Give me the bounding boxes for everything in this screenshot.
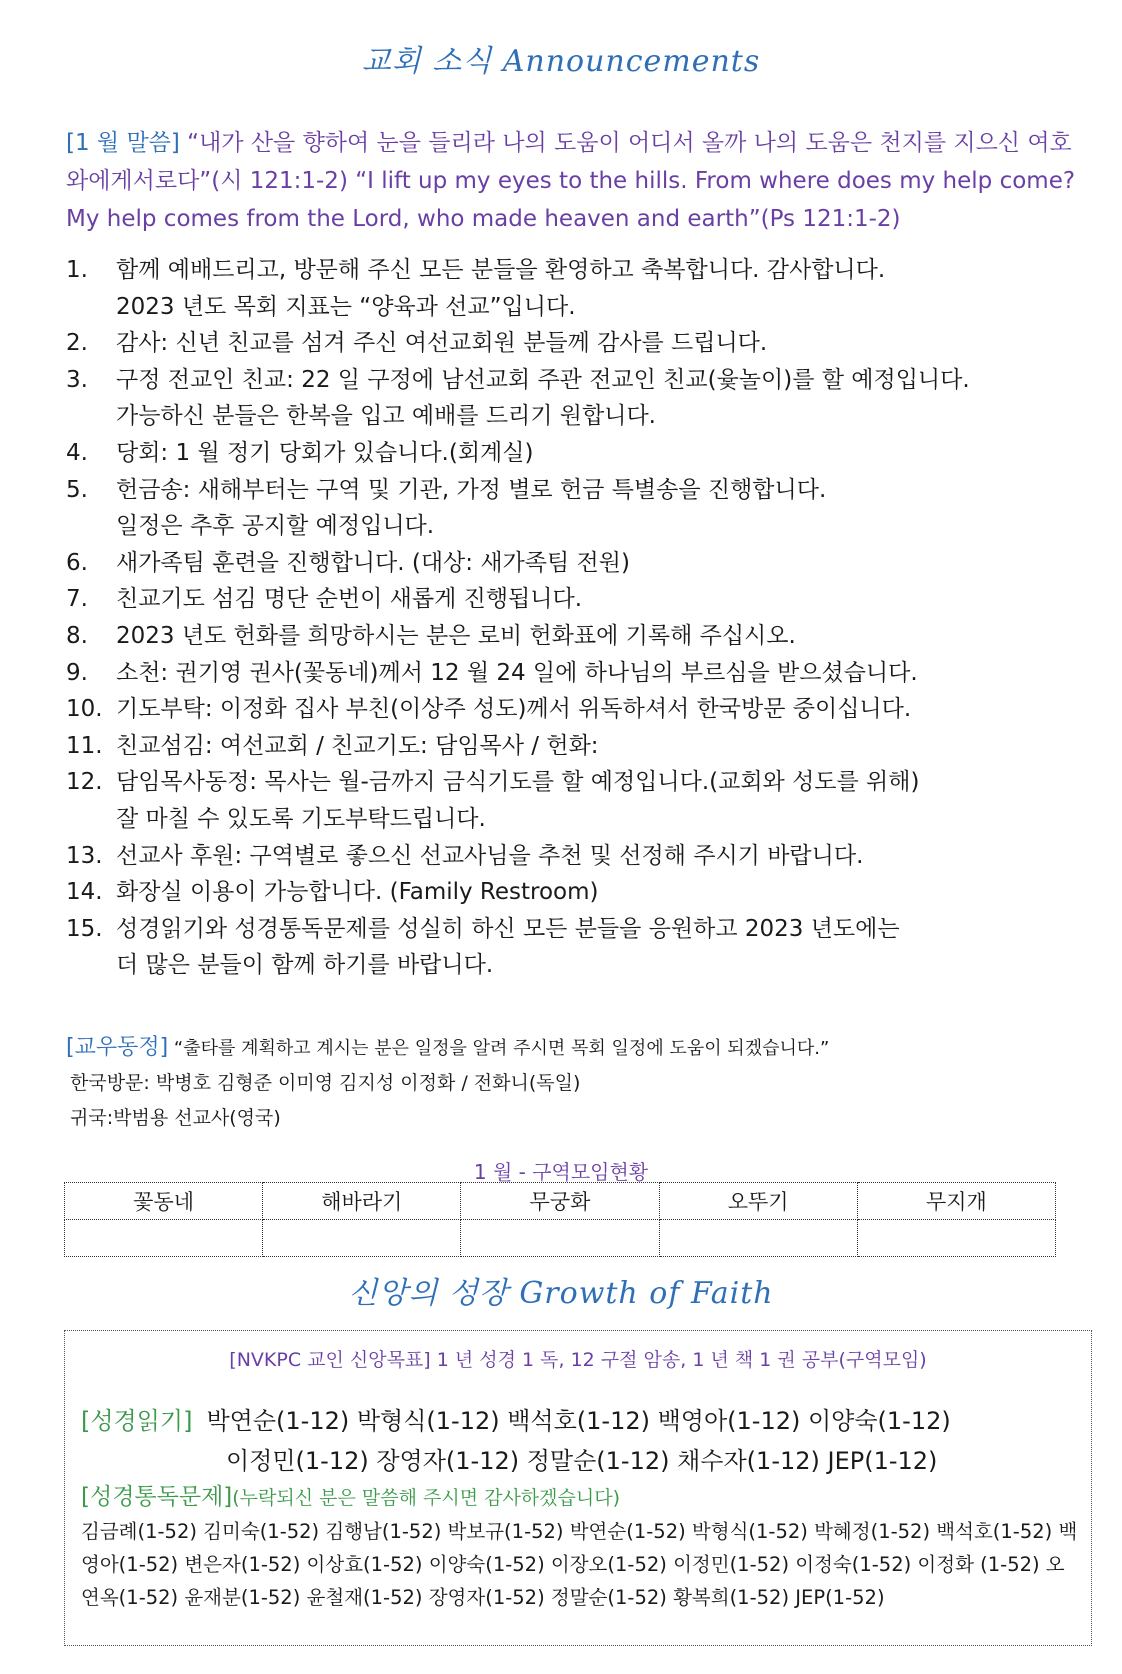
item-number: 15. xyxy=(66,915,103,942)
item-number: 10. xyxy=(66,696,103,723)
item-text: 화장실 이용이 가능합니다. (Family Restroom) xyxy=(116,879,599,906)
announcements-title: 교회 소식 Announcements xyxy=(361,44,761,79)
korea-visit-line: 한국방문: 박병호 김형준 이미영 김지성 이정화 / 전화니(독일) xyxy=(70,1072,581,1094)
monthly-verse xyxy=(66,124,1086,238)
item-number: 3. xyxy=(66,366,88,393)
item-number: 6. xyxy=(66,549,88,576)
bible-quiz-names: 김금례(1-52) 김미숙(1-52) 김행남(1-52) 박보규(1-52) 박연순(1-52) 박형식(1-52) 박혜정(1-52) 백석호(1-52) 백영아(1-52) 변은자(1-52) 이상효(1-52) 이양숙(1-52) 이장오(1-52) 이정민(1-52) 이정숙(1-52) 이정화 (1-52) 오연옥(1-52) 윤재분(1-52) 윤철재(1-52) 장영자(1-52) 정말순(1-52) 황복희(1-52) JEP(1-52) xyxy=(81,1520,1078,1609)
list-item xyxy=(66,838,1096,875)
bible-quiz-label: [성경통독문제] xyxy=(81,1484,233,1510)
table-cell xyxy=(659,1220,857,1257)
item-number: 11. xyxy=(66,732,103,759)
item-number: 14. xyxy=(66,879,103,906)
table-cell xyxy=(263,1220,461,1257)
item-text: 친교섬김: 여선교회 / 친교기도: 담임목사 / 헌화: xyxy=(116,732,599,759)
item-number: 7. xyxy=(66,586,88,613)
list-item xyxy=(66,581,1096,618)
growth-title: 신앙의 성장 Growth of Faith xyxy=(348,1276,774,1311)
list-item xyxy=(66,691,1096,728)
item-number: 12. xyxy=(66,769,103,796)
district-table-caption: 1 월 - 구역모임현황 xyxy=(473,1160,649,1184)
item-number: 13. xyxy=(66,842,103,869)
bible-reading-label: [성경읽기] xyxy=(81,1407,193,1435)
member-news-header xyxy=(66,1030,1096,1066)
table-row xyxy=(65,1183,1056,1220)
item-number: 8. xyxy=(66,622,88,649)
announcement-list xyxy=(66,252,1096,984)
item-text: 친교기도 섬김 명단 순번이 새롭게 진행됩니다. xyxy=(116,586,583,613)
table-cell xyxy=(857,1220,1055,1257)
item-text: 선교사 후원: 구역별로 좋으신 선교사님을 추천 및 선정해 주시기 바랍니다. xyxy=(116,842,864,869)
item-number: 1. xyxy=(66,257,88,283)
member-news xyxy=(66,1030,1096,1136)
list-item xyxy=(66,874,1096,911)
item-text: 새가족팀 훈련을 진행합니다. (대상: 새가족팀 전원) xyxy=(116,549,630,576)
bible-reading-names-cont: 이정민(1-12) 장영자(1-12) 정말순(1-12) 채수자(1-12) JEP(1-12) xyxy=(226,1447,938,1475)
list-item xyxy=(66,764,1096,837)
verse-text: “내가 산을 향하여 눈을 들리라 나의 도움이 어디서 올까 나의 도움은 천지를 지으신 여호와에게서로다”(시 121:1-2) “I lift up my eyes to the hills. From where does my help come? My help comes from the Lord, who made heaven and earth”(Ps 121:1-2) xyxy=(66,130,1076,232)
list-item xyxy=(66,362,1096,435)
verse-label: [1 월 말씀] xyxy=(66,130,180,156)
member-news-label: [교우동정] xyxy=(66,1035,169,1060)
district-table xyxy=(64,1182,1056,1257)
bible-quiz xyxy=(81,1481,1081,1614)
item-number: 2. xyxy=(66,330,88,357)
item-text: 담임목사동정: 목사는 월-금까지 금식기도를 할 예정입니다.(교회와 성도를 위해) 잘 마칠 수 있도록 기도부탁드립니다. xyxy=(116,769,920,832)
table-header-cell: 오뚜기 xyxy=(659,1183,857,1220)
return-line: 귀국:박범용 선교사(영국) xyxy=(70,1107,281,1129)
bible-reading-names: 박연순(1-12) 박형식(1-12) 백석호(1-12) 백영아(1-12) 이양숙(1-12) xyxy=(206,1407,951,1435)
table-header-cell: 해바라기 xyxy=(263,1183,461,1220)
list-item xyxy=(66,545,1096,582)
item-number: 9. xyxy=(66,659,88,686)
item-number: 4. xyxy=(66,439,88,466)
list-item xyxy=(66,472,1096,545)
item-text: 2023 년도 헌화를 희망하시는 분은 로비 헌화표에 기록해 주십시오. xyxy=(116,622,796,649)
list-item xyxy=(66,325,1096,362)
member-news-quote: “출타를 계획하고 계시는 분은 일정을 알려 주시면 목회 일정에 도움이 되겠습니다.” xyxy=(168,1038,830,1059)
faith-goal: [NVKPC 교인 신앙목표] 1 년 성경 1 독, 12 구절 암송, 1 년 책 1 권 공부(구역모임) xyxy=(229,1349,927,1371)
table-cell xyxy=(65,1220,263,1257)
list-item xyxy=(66,618,1096,655)
table-header-cell: 무지개 xyxy=(857,1183,1055,1220)
list-item xyxy=(66,252,1096,325)
item-number: 5. xyxy=(66,476,88,503)
item-text: 구정 전교인 친교: 22 일 구정에 남선교회 주관 전교인 친교(윷놀이)를 할 예정입니다. 가능하신 분들은 한복을 입고 예배를 드리기 원합니다. xyxy=(116,366,970,430)
item-text: 당회: 1 월 정기 당회가 있습니다.(회계실) xyxy=(116,439,534,466)
list-item xyxy=(66,655,1096,692)
bible-reading-line xyxy=(81,1401,1081,1441)
item-text: 감사: 신년 친교를 섬겨 주신 여선교회원 분들께 감사를 드립니다. xyxy=(116,330,768,357)
item-text: 기도부탁: 이정화 집사 부친(이상주 성도)께서 위독하셔서 한국방문 중이십니다. xyxy=(116,696,912,723)
bible-quiz-note: (누락되신 분은 말씀해 주시면 감사하겠습니다) xyxy=(232,1487,620,1509)
list-item xyxy=(66,435,1096,472)
table-header-cell: 꽃동네 xyxy=(65,1183,263,1220)
list-item xyxy=(66,911,1096,984)
bible-reading xyxy=(81,1401,1081,1481)
list-item xyxy=(66,728,1096,765)
item-text: 함께 예배드리고, 방문해 주신 모든 분들을 환영하고 축복합니다. 감사합니다. 2023 년도 목회 지표는 “양육과 선교”입니다. xyxy=(116,257,886,320)
item-text: 헌금송: 새해부터는 구역 및 기관, 가정 별로 헌금 특별송을 진행합니다. 일정은 추후 공지할 예정입니다. xyxy=(116,476,827,540)
table-row xyxy=(65,1220,1056,1257)
bible-quiz-header xyxy=(81,1481,1081,1515)
table-cell xyxy=(461,1220,659,1257)
faith-growth-box xyxy=(64,1330,1092,1646)
item-text: 소천: 권기영 권사(꽃동네)께서 12 월 24 일에 하나님의 부르심을 받으셨습니다. xyxy=(116,659,918,686)
item-text: 성경읽기와 성경통독문제를 성실히 하신 모든 분들을 응원하고 2023 년도에는 더 많은 분들이 함께 하기를 바랍니다. xyxy=(116,915,900,979)
table-header-cell: 무궁화 xyxy=(461,1183,659,1220)
